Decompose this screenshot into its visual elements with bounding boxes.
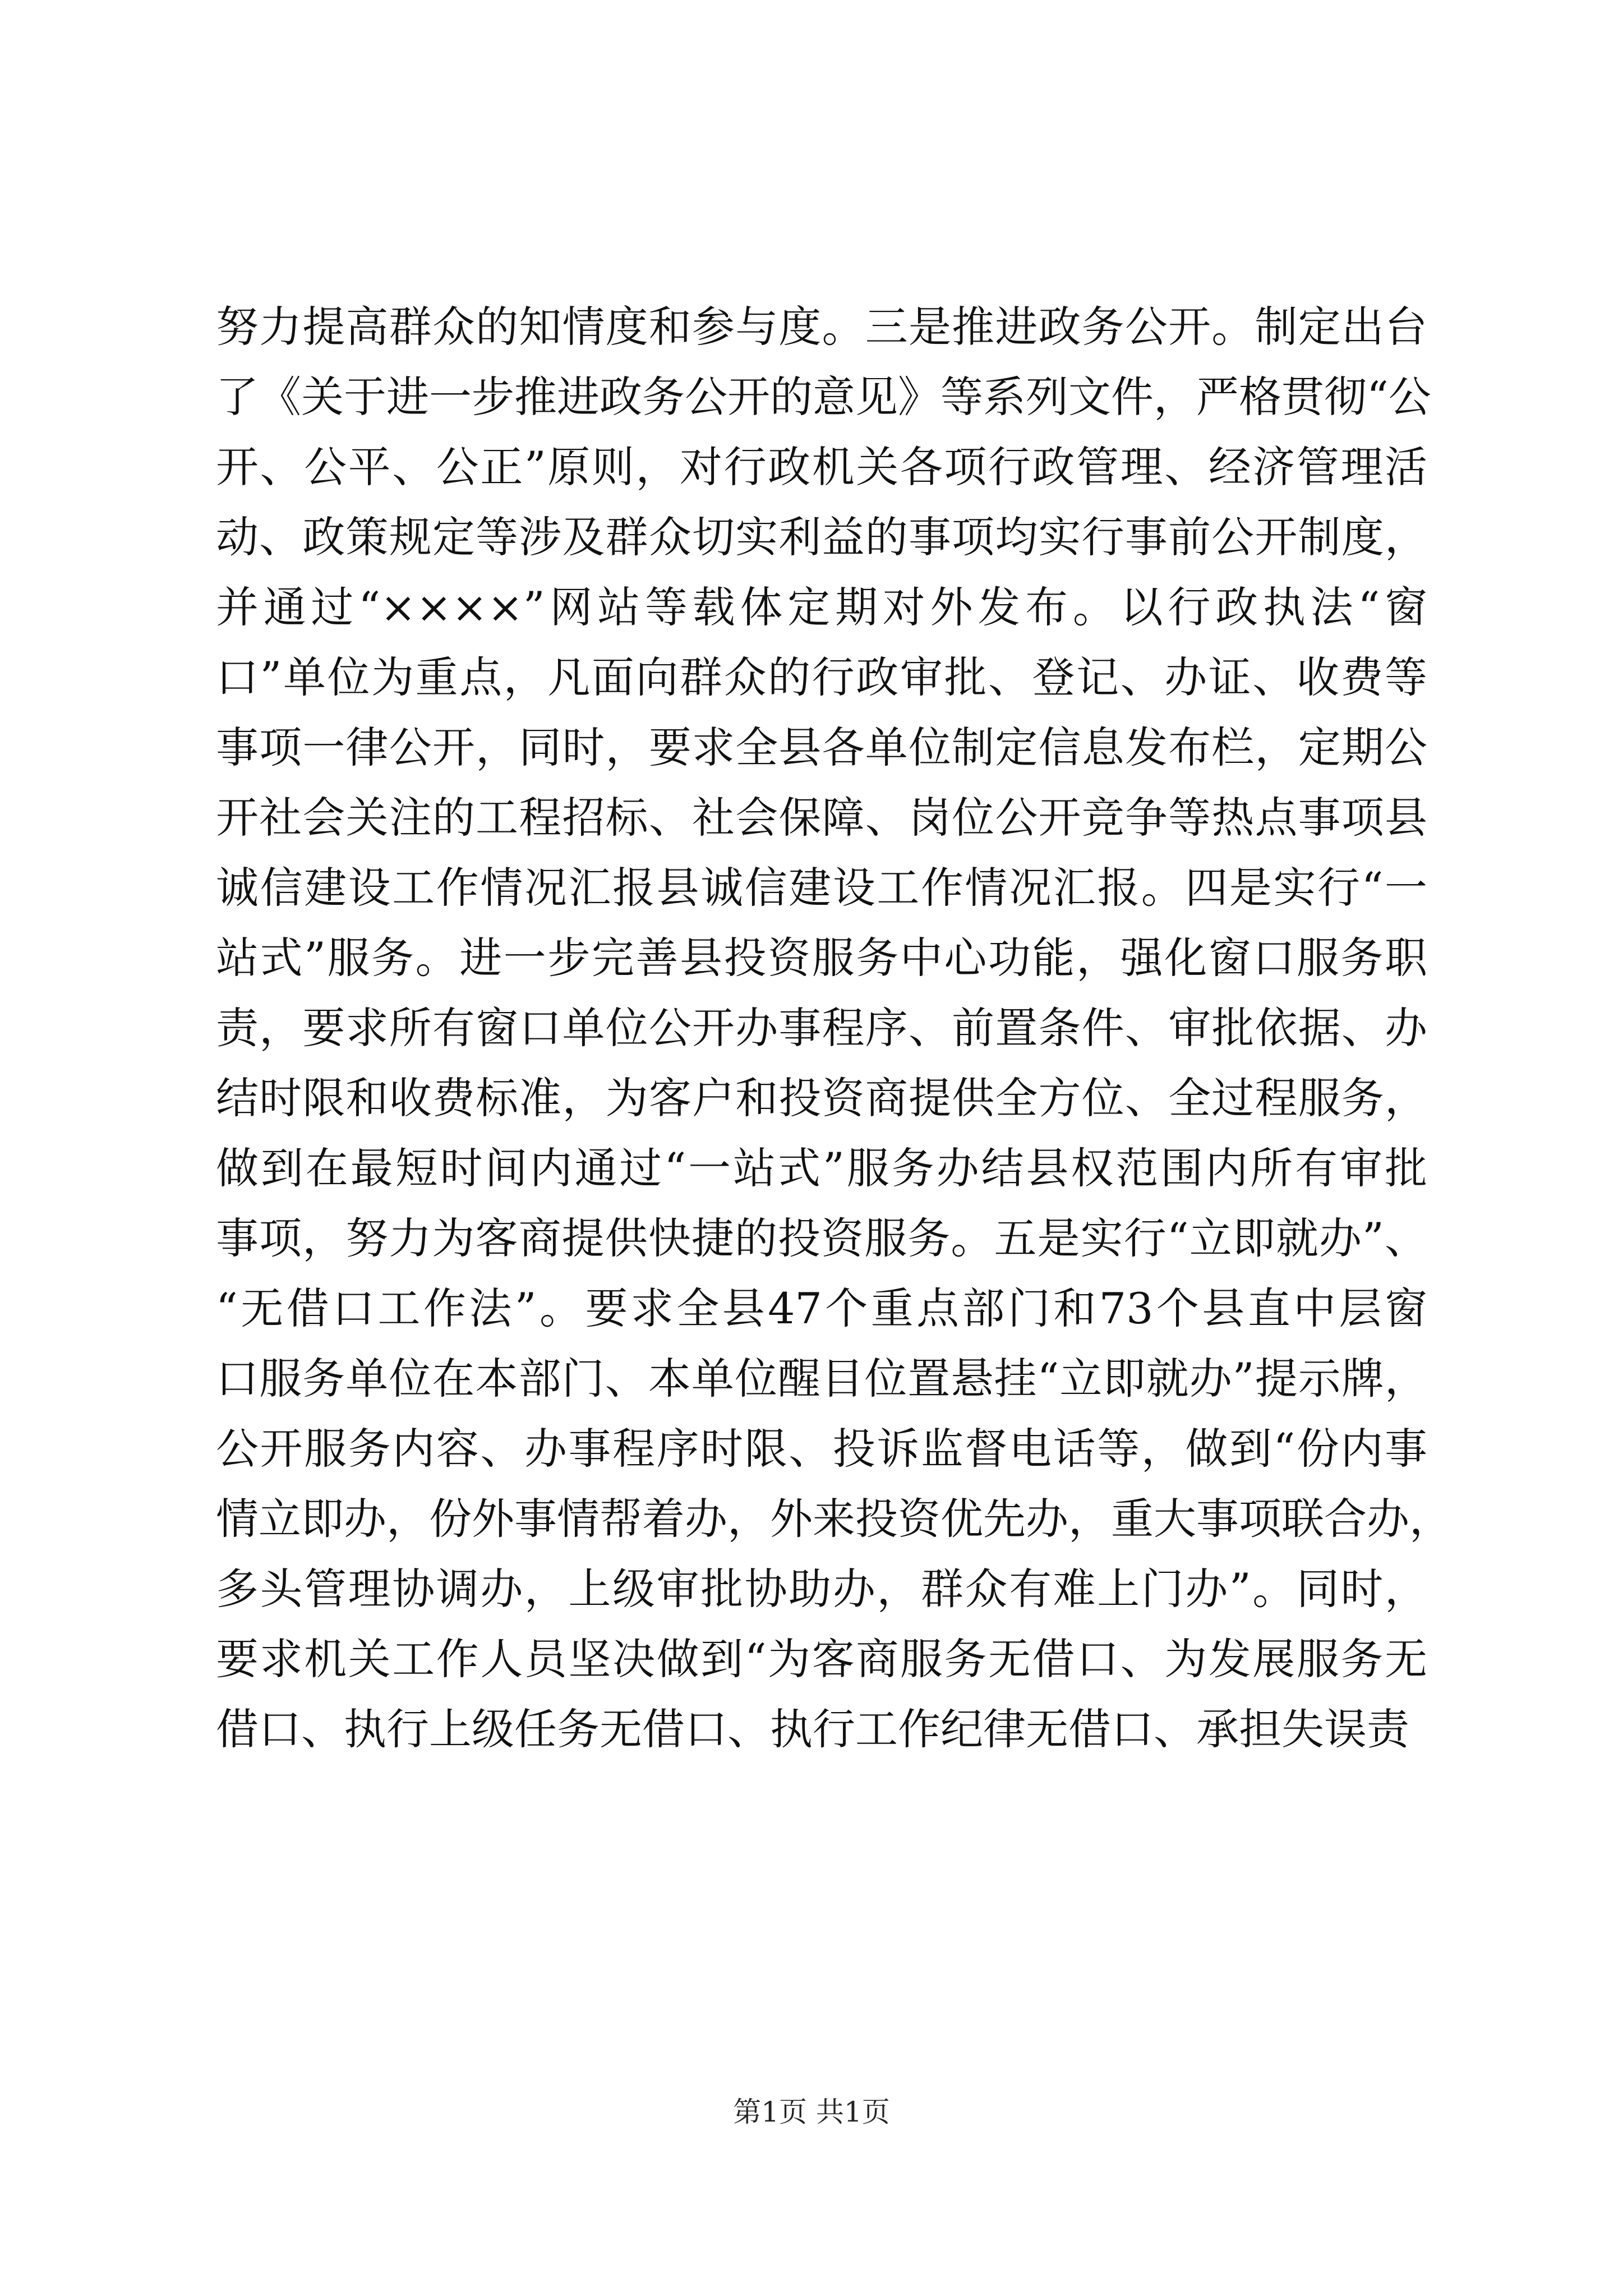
- text-line: 站式”服务。进一步完善县投资服务中心功能，强化窗口服务职: [216, 933, 1427, 983]
- text-line: 口”单位为重点，凡面向群众的行政审批、登记、办证、收费等: [216, 652, 1427, 702]
- text-line: 要求机关工作人员坚决做到“为客商服务无借口、为发展服务无: [216, 1634, 1427, 1684]
- body-paragraph: [216, 292, 1452, 1764]
- text-line: 做到在最短时间内通过“一站式”服务办结县权范围内所有审批: [216, 1143, 1427, 1193]
- text-line: 努力提高群众的知情度和参与度。三是推进政务公开。制定出台: [216, 302, 1427, 352]
- text-line: 多头管理协调办，上级审批协助办，群众有难上门办”。同时，: [216, 1564, 1427, 1614]
- text-line: 了《关于进一步推进政务公开的意见》等系列文件，严格贯彻“公: [216, 372, 1431, 422]
- text-line: 责，要求所有窗口单位公开办事程序、前置条件、审批依据、办: [216, 1003, 1427, 1053]
- text-line: 借口、执行上级任务无借口、执行工作纪律无借口、承担失误责: [216, 1704, 1409, 1754]
- text-line: 情立即办，份外事情帮着办，外来投资优先办，重大事项联合办，: [216, 1494, 1452, 1544]
- text-line: 结时限和收费标准，为客户和投资商提供全方位、全过程服务，: [216, 1073, 1427, 1123]
- page-footer: 第1页 共1页: [733, 2096, 890, 2128]
- text-line: “无借口工作法”。要求全县47个重点部门和73个县直中层窗: [216, 1283, 1427, 1333]
- text-line: 事项一律公开，同时，要求全县各单位制定信息发布栏，定期公: [216, 723, 1427, 772]
- text-line: 诚信建设工作情况汇报县诚信建设工作情况汇报。四是实行“一: [216, 863, 1427, 913]
- text-line: 开社会关注的工程招标、社会保障、岗位公开竞争等热点事项县: [216, 793, 1427, 843]
- text-line: 动、政策规定等涉及群众切实利益的事项均实行事前公开制度，: [216, 512, 1427, 562]
- text-line: 事项，努力为客商提供快捷的投资服务。五是实行“立即就办”、: [216, 1213, 1427, 1263]
- text-line: 公开服务内容、办事程序时限、投诉监督电话等，做到“份内事: [216, 1424, 1427, 1474]
- text-line: 口服务单位在本部门、本单位醒目位置悬挂“立即就办”提示牌，: [216, 1354, 1427, 1404]
- text-line: 并通过“××××”网站等载体定期对外发布。以行政执法“窗: [216, 582, 1427, 632]
- text-line: 开、公平、公正”原则，对行政机关各项行政管理、经济管理活: [216, 442, 1427, 492]
